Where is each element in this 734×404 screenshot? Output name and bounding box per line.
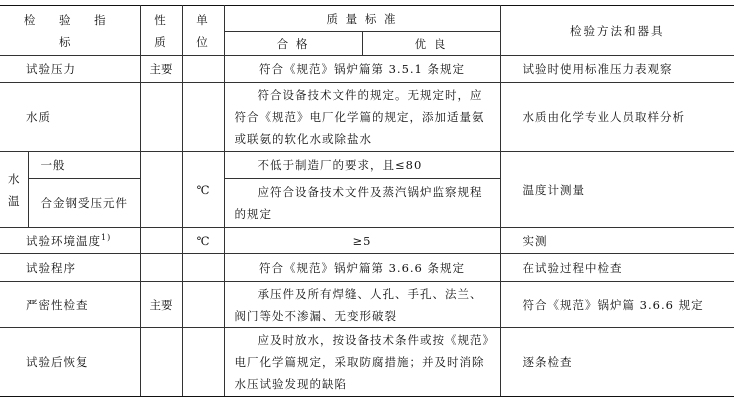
- recovery-item: 试验后恢复: [0, 328, 140, 397]
- env-temp-item: [0, 228, 140, 254]
- header-row-1: [0, 6, 734, 32]
- pressure-method: 试验时使用标准压力表观察: [500, 56, 734, 83]
- env-temp-standard: ≥5: [224, 228, 500, 254]
- recovery-unit: [182, 328, 224, 397]
- env-temp-method: 实测: [500, 228, 734, 254]
- pressure-unit: [182, 56, 224, 83]
- procedure-unit: [182, 254, 224, 282]
- env-temp-footnote-marker: 1): [101, 232, 112, 242]
- header-item: 检 验 指 标: [0, 6, 140, 56]
- tightness-unit: [182, 282, 224, 328]
- water-temp-alloy: 合金钢受压元件: [28, 179, 140, 228]
- recovery-standard: 应及时放水，按设备技术条件或按《规范》电厂化学篇规定，采取防腐措施；并及时消除水压试验发现的缺陷: [224, 328, 500, 397]
- row-recovery: [0, 328, 734, 397]
- header-nature: 性质: [140, 6, 182, 56]
- row-water-temp-general: [0, 152, 734, 179]
- recovery-nature: [140, 328, 182, 397]
- water-temp-nature: [140, 152, 182, 228]
- row-env-temp: [0, 228, 734, 254]
- water-temp-label-a: 水: [8, 171, 20, 186]
- water-temp-general-standard: 不低于制造厂的要求，且≤80: [224, 152, 500, 179]
- water-temp-label-b: 温: [8, 193, 20, 208]
- procedure-item: 试验程序: [0, 254, 140, 282]
- water-temp-general: 一般: [28, 152, 140, 179]
- water-temp-label: [0, 152, 28, 228]
- water-temp-method: 温度计测量: [500, 152, 734, 228]
- procedure-method: 在试验过程中检查: [500, 254, 734, 282]
- water-quality-method: 水质由化学专业人员取样分析: [500, 83, 734, 152]
- water-quality-item: 水质: [0, 83, 140, 152]
- water-quality-standard: 符合设备技术文件的规定。无规定时，应符合《规范》电厂化学篇的规定，添加适量氨或联氨的软化水或除盐水: [224, 83, 500, 152]
- pressure-item: 试验压力: [0, 56, 140, 83]
- water-temp-unit: ℃: [182, 152, 224, 228]
- header-method: 检验方法和器具: [500, 6, 734, 56]
- pressure-nature: 主要: [140, 56, 182, 83]
- inspection-table: [0, 5, 734, 397]
- row-water-quality: [0, 83, 734, 152]
- tightness-standard: 承压件及所有焊缝、人孔、手孔、法兰、阀门等处不渗漏、无变形破裂: [224, 282, 500, 328]
- procedure-standard: 符合《规范》锅炉篇第 3.6.6 条规定: [224, 254, 500, 282]
- env-temp-item-text: 试验环境温度: [26, 233, 101, 248]
- pressure-standard: 符合《规范》锅炉篇第 3.5.1 条规定: [224, 56, 500, 83]
- row-pressure: [0, 56, 734, 83]
- env-temp-unit: ℃: [182, 228, 224, 254]
- row-procedure: [0, 254, 734, 282]
- recovery-method: 逐条检查: [500, 328, 734, 397]
- tightness-item: 严密性检查: [0, 282, 140, 328]
- header-excellent: 优 良: [362, 32, 500, 56]
- water-quality-nature: [140, 83, 182, 152]
- env-temp-nature: [140, 228, 182, 254]
- water-temp-alloy-standard: 应符合设备技术文件及蒸汽锅炉监察规程的规定: [224, 179, 500, 228]
- water-quality-unit: [182, 83, 224, 152]
- header-standard: 质 量 标 准: [224, 6, 500, 32]
- tightness-method: 符合《规范》锅炉篇 3.6.6 规定: [500, 282, 734, 328]
- tightness-nature: 主要: [140, 282, 182, 328]
- procedure-nature: [140, 254, 182, 282]
- header-pass: 合 格: [224, 32, 362, 56]
- row-tightness: [0, 282, 734, 328]
- header-unit: 单位: [182, 6, 224, 56]
